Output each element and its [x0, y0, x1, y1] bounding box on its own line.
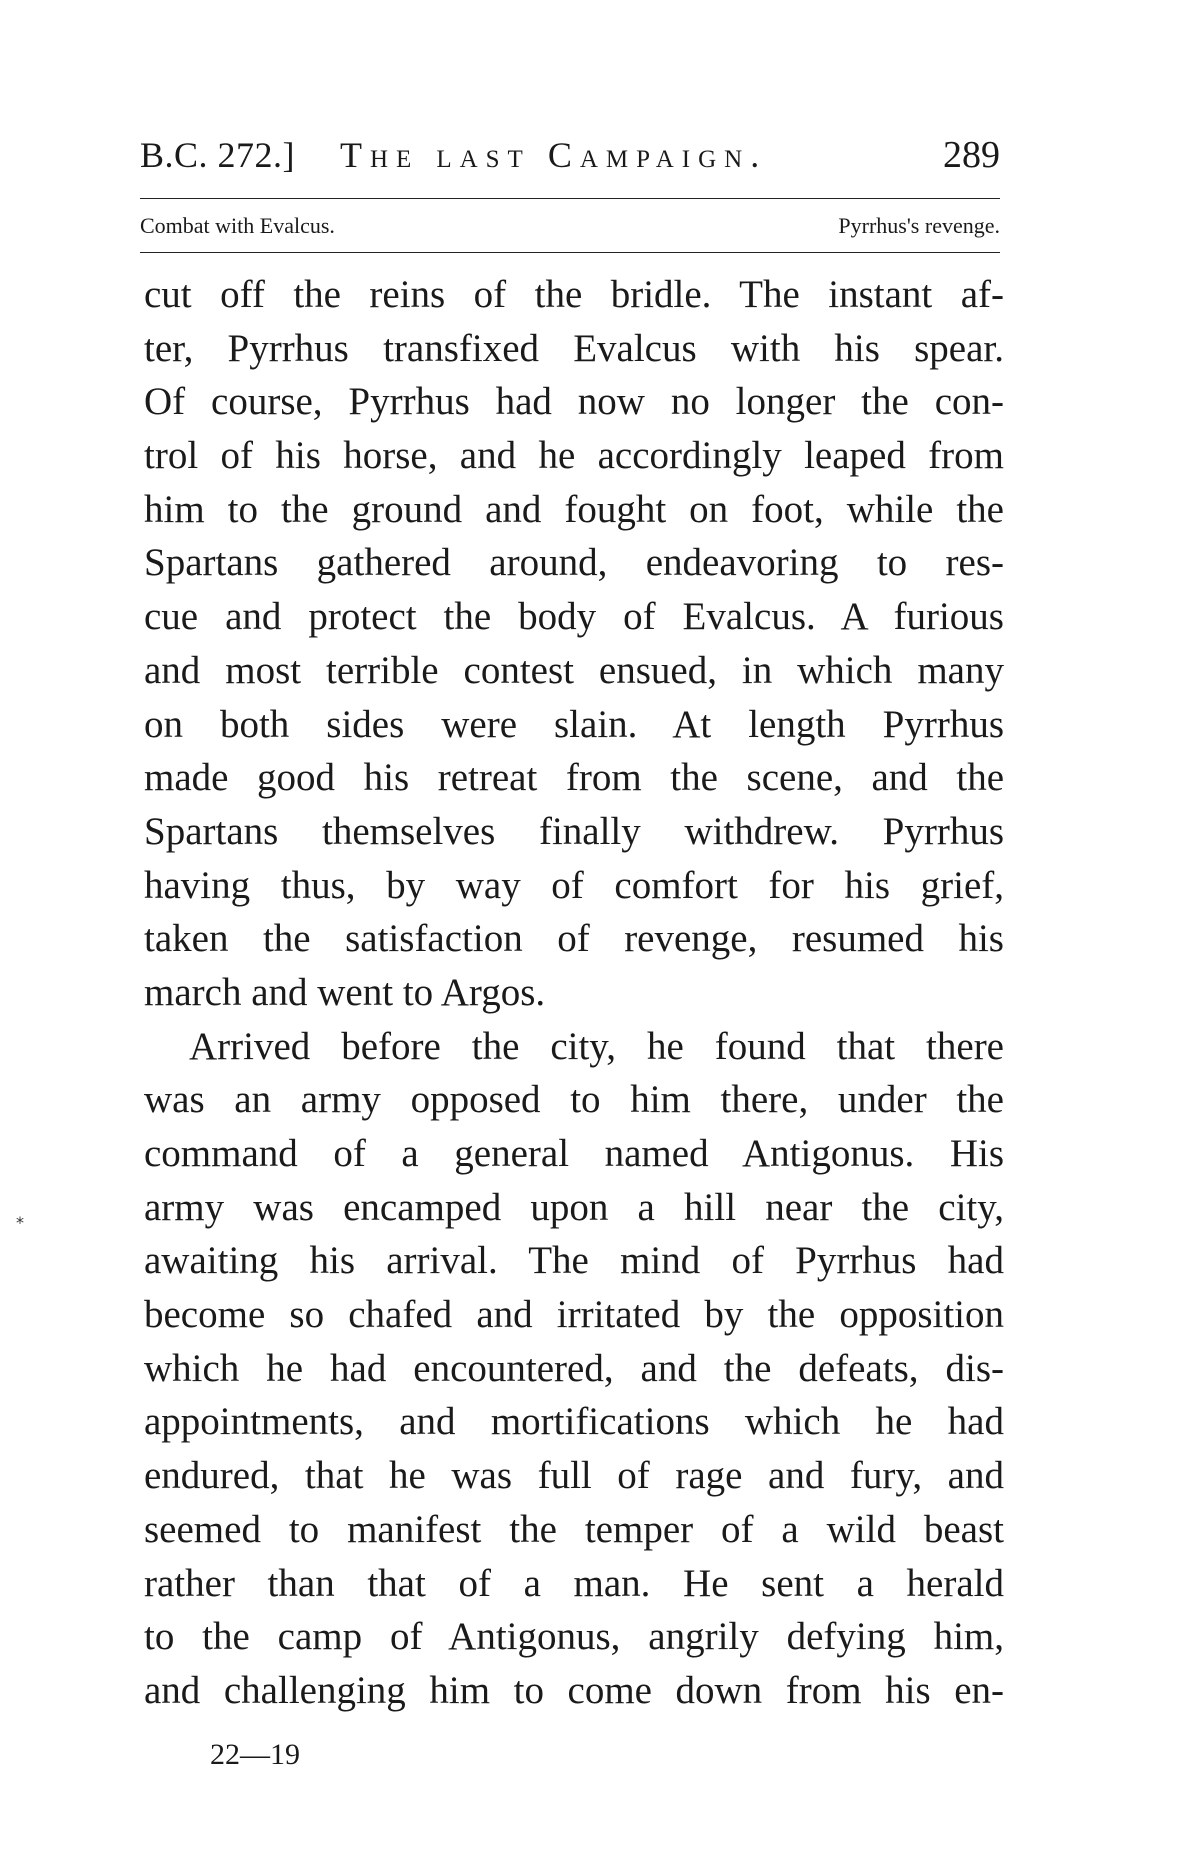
signature-mark: 22—19	[210, 1738, 300, 1771]
text-line: Spartans themselves finally withdrew. Pyrrhus	[144, 809, 1004, 853]
marginal-mark: *	[16, 1213, 24, 1232]
header-era: B.C. 272.]	[140, 135, 296, 175]
text-line: taken the satisfaction of revenge, resumed his	[144, 917, 1004, 961]
text-line: command of a general named Antigonus. His	[144, 1132, 1004, 1175]
text-line: Spartans gathered around, endeavoring to res-	[144, 541, 1004, 585]
text-line: appointments, and mortifications which he had	[144, 1400, 1004, 1444]
text-line: awaiting his arrival. The mind of Pyrrhus had	[144, 1239, 1004, 1283]
running-head	[140, 130, 1000, 180]
text-line-paragraph-end: march and went to Argos.	[144, 970, 546, 1014]
text-line: on both sides were slain. At length Pyrrhus	[144, 702, 1004, 746]
text-line-paragraph-start: Arrived before the city, he found that there	[189, 1024, 1004, 1068]
page-number: 289	[943, 134, 1000, 176]
text-line: to the camp of Antigonus, angrily defying him,	[144, 1615, 1004, 1659]
header-title: The last Campaign.	[340, 135, 768, 175]
header-rule-bottom	[140, 252, 1000, 253]
subheader	[140, 208, 1000, 244]
text-line: cue and protect the body of Evalcus. A furious	[144, 595, 1004, 639]
text-line: and most terrible contest ensued, in which many	[144, 648, 1004, 692]
text-line: seemed to manifest the temper of a wild beast	[144, 1507, 1004, 1551]
text-line: having thus, by way of comfort for his grief,	[144, 863, 1004, 907]
text-line: endured, that he was full of rage and fury, and	[144, 1454, 1004, 1498]
text-line: made good his retreat from the scene, and the	[144, 756, 1004, 800]
subheader-right: Pyrrhus's revenge.	[838, 213, 1000, 238]
text-line: rather than that of a man. He sent a herald	[144, 1561, 1004, 1605]
text-line: and challenging him to come down from his en-	[144, 1668, 1004, 1712]
text-line: become so chafed and irritated by the opposition	[144, 1293, 1004, 1337]
body-text	[144, 268, 1004, 1718]
subheader-left: Combat with Evalcus.	[140, 213, 335, 238]
header-rule-top	[140, 198, 1000, 199]
text-line: ter, Pyrrhus transfixed Evalcus with his spear.	[144, 326, 1004, 370]
text-line: cut off the reins of the bridle. The instant af-	[144, 273, 1004, 316]
text-line: which he had encountered, and the defeats, dis-	[144, 1346, 1004, 1390]
text-line: army was encamped upon a hill near the city,	[144, 1185, 1004, 1229]
text-line: him to the ground and fought on foot, while the	[144, 487, 1004, 531]
text-line: Of course, Pyrrhus had now no longer the con-	[144, 380, 1004, 424]
text-line: trol of his horse, and he accordingly leaped from	[144, 434, 1004, 478]
text-line: was an army opposed to him there, under the	[144, 1078, 1004, 1122]
